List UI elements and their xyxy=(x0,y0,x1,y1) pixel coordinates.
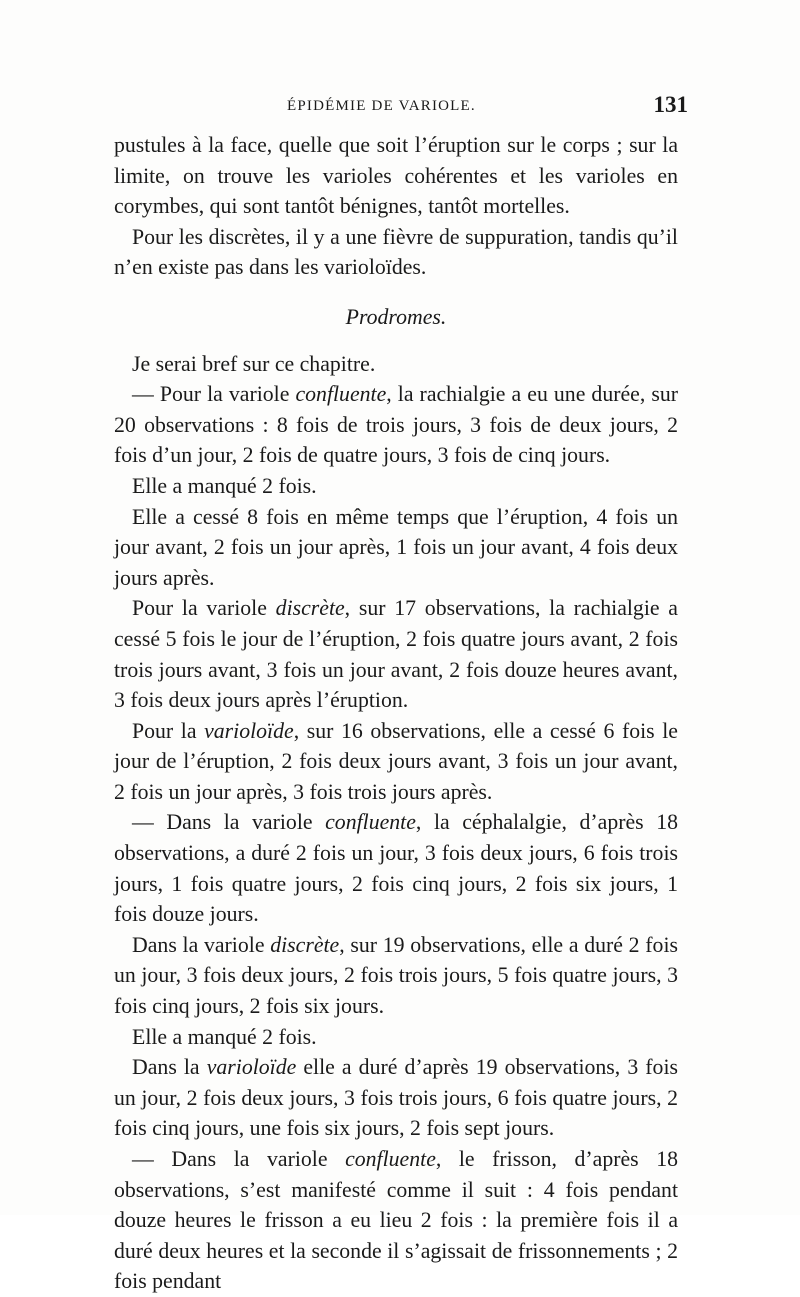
paragraph-8 xyxy=(114,716,678,808)
paragraph-13 xyxy=(114,1144,678,1297)
paragraph-13-text-a: — Dans la variole xyxy=(132,1147,346,1171)
paragraph-9 xyxy=(114,807,678,929)
paragraph-9-text-a: — Dans la variole xyxy=(132,810,326,835)
paragraph-8-text-a: Pour la xyxy=(132,718,205,743)
paragraph-3: Je serai bref sur ce chapitre. xyxy=(132,351,376,376)
paragraph-12-text-b: elle a duré d’après 19 observations, 3 fois un jour, 2 fois deux jours, 3 fois trois jours, 6 fois quatre jours, 2 fois cinq jours, une fois six jours, 2 fois sept jours. xyxy=(114,1055,678,1141)
paragraph-5: Elle a manqué 2 fois. xyxy=(132,473,317,498)
paragraph-12 xyxy=(114,1052,678,1144)
paragraph-2: Pour les discrètes, il y a une fièvre de suppuration, tandis qu’il n’en existe pas dans les varioloïdes. xyxy=(114,224,678,280)
page-number: 131 xyxy=(653,92,688,117)
running-head: ÉPIDÉMIE DE VARIOLE. xyxy=(287,98,476,114)
paragraph-7-text-a: Pour la variole xyxy=(132,596,276,621)
paragraph-6: Elle a cessé 8 fois en même temps que l’éruption, 4 fois un jour avant, 2 fois un jour après, 1 fois un jour avant, 4 fois deux jours après. xyxy=(114,504,678,590)
body-text xyxy=(114,130,678,1297)
page-header xyxy=(112,92,688,120)
paragraph-9-text-b: , la céphalalgie, d’après 18 observations, a duré 2 fois un jour, 3 fois deux jours, 6 fois trois jours, 1 fois quatre jours, 2 fois cinq jours, 2 fois six jours, 1 fois douze jours. xyxy=(114,810,679,927)
paragraph-10-text-a: Dans la variole xyxy=(132,932,271,957)
section-title-prodromes: Prodromes. xyxy=(345,304,447,329)
paragraph-13-italic: confluente xyxy=(345,1147,436,1171)
paragraph-12-text-a: Dans la xyxy=(132,1055,207,1080)
paragraph-11: Elle a manqué 2 fois. xyxy=(132,1024,317,1049)
paragraph-13-text-b: , le frisson, d’après 18 observations, s’est manifesté comme il suit : 4 fois pendant douze heures le frisson a eu lieu 2 fois : la première fois il a duré deux heures et la seconde il s’agissait de frissonnements ; 2 fois pendant xyxy=(114,1147,679,1294)
paragraph-4-italic: confluente xyxy=(295,382,387,407)
paragraph-4-text-b: , la rachialgie a eu une durée, sur 20 observations : 8 fois de trois jours, 3 fois de deux jours, 2 fois d’un jour, 2 fois de quatre jours, 3 fois de cinq jours. xyxy=(114,382,678,468)
paragraph-7-text-b: , sur 17 observations, la rachialgie a cessé 5 fois le jour de l’éruption, 2 fois quatre jours avant, 2 fois trois jours avant, 3 fois un jour avant, 2 fois douze heures avant, 3 fois deux jours après l’éruption. xyxy=(114,596,678,713)
paragraph-12-italic: varioloïde xyxy=(206,1055,297,1080)
paragraph-9-italic: confluente xyxy=(325,810,416,835)
paragraph-10 xyxy=(114,930,678,1022)
paragraph-7-italic: discrète xyxy=(275,596,345,621)
paragraph-4-text-a: — Pour la variole xyxy=(132,382,296,407)
paragraph-4 xyxy=(114,379,678,471)
paragraph-8-italic: varioloïde xyxy=(204,718,294,743)
paragraph-1: pustules à la face, quelle que soit l’éruption sur le corps ; sur la limite, on trouve les varioles cohérentes et les varioles en corymbes, qui sont tantôt bénignes, tantôt mortelles. xyxy=(114,133,678,219)
paragraph-10-italic: discrète xyxy=(270,932,340,957)
paragraph-8-text-b: , sur 16 observations, elle a cessé 6 fois le jour de l’éruption, 2 fois deux jours avant, 3 fois un jour avant, 2 fois un jour après, 3 fois trois jours après. xyxy=(114,718,678,804)
paragraph-7 xyxy=(114,593,678,715)
paragraph-10-text-b: , sur 19 observations, elle a duré 2 fois un jour, 3 fois deux jours, 2 fois trois jours, 5 fois quatre jours, 3 fois cinq jours, 2 fois six jours. xyxy=(114,932,678,1019)
